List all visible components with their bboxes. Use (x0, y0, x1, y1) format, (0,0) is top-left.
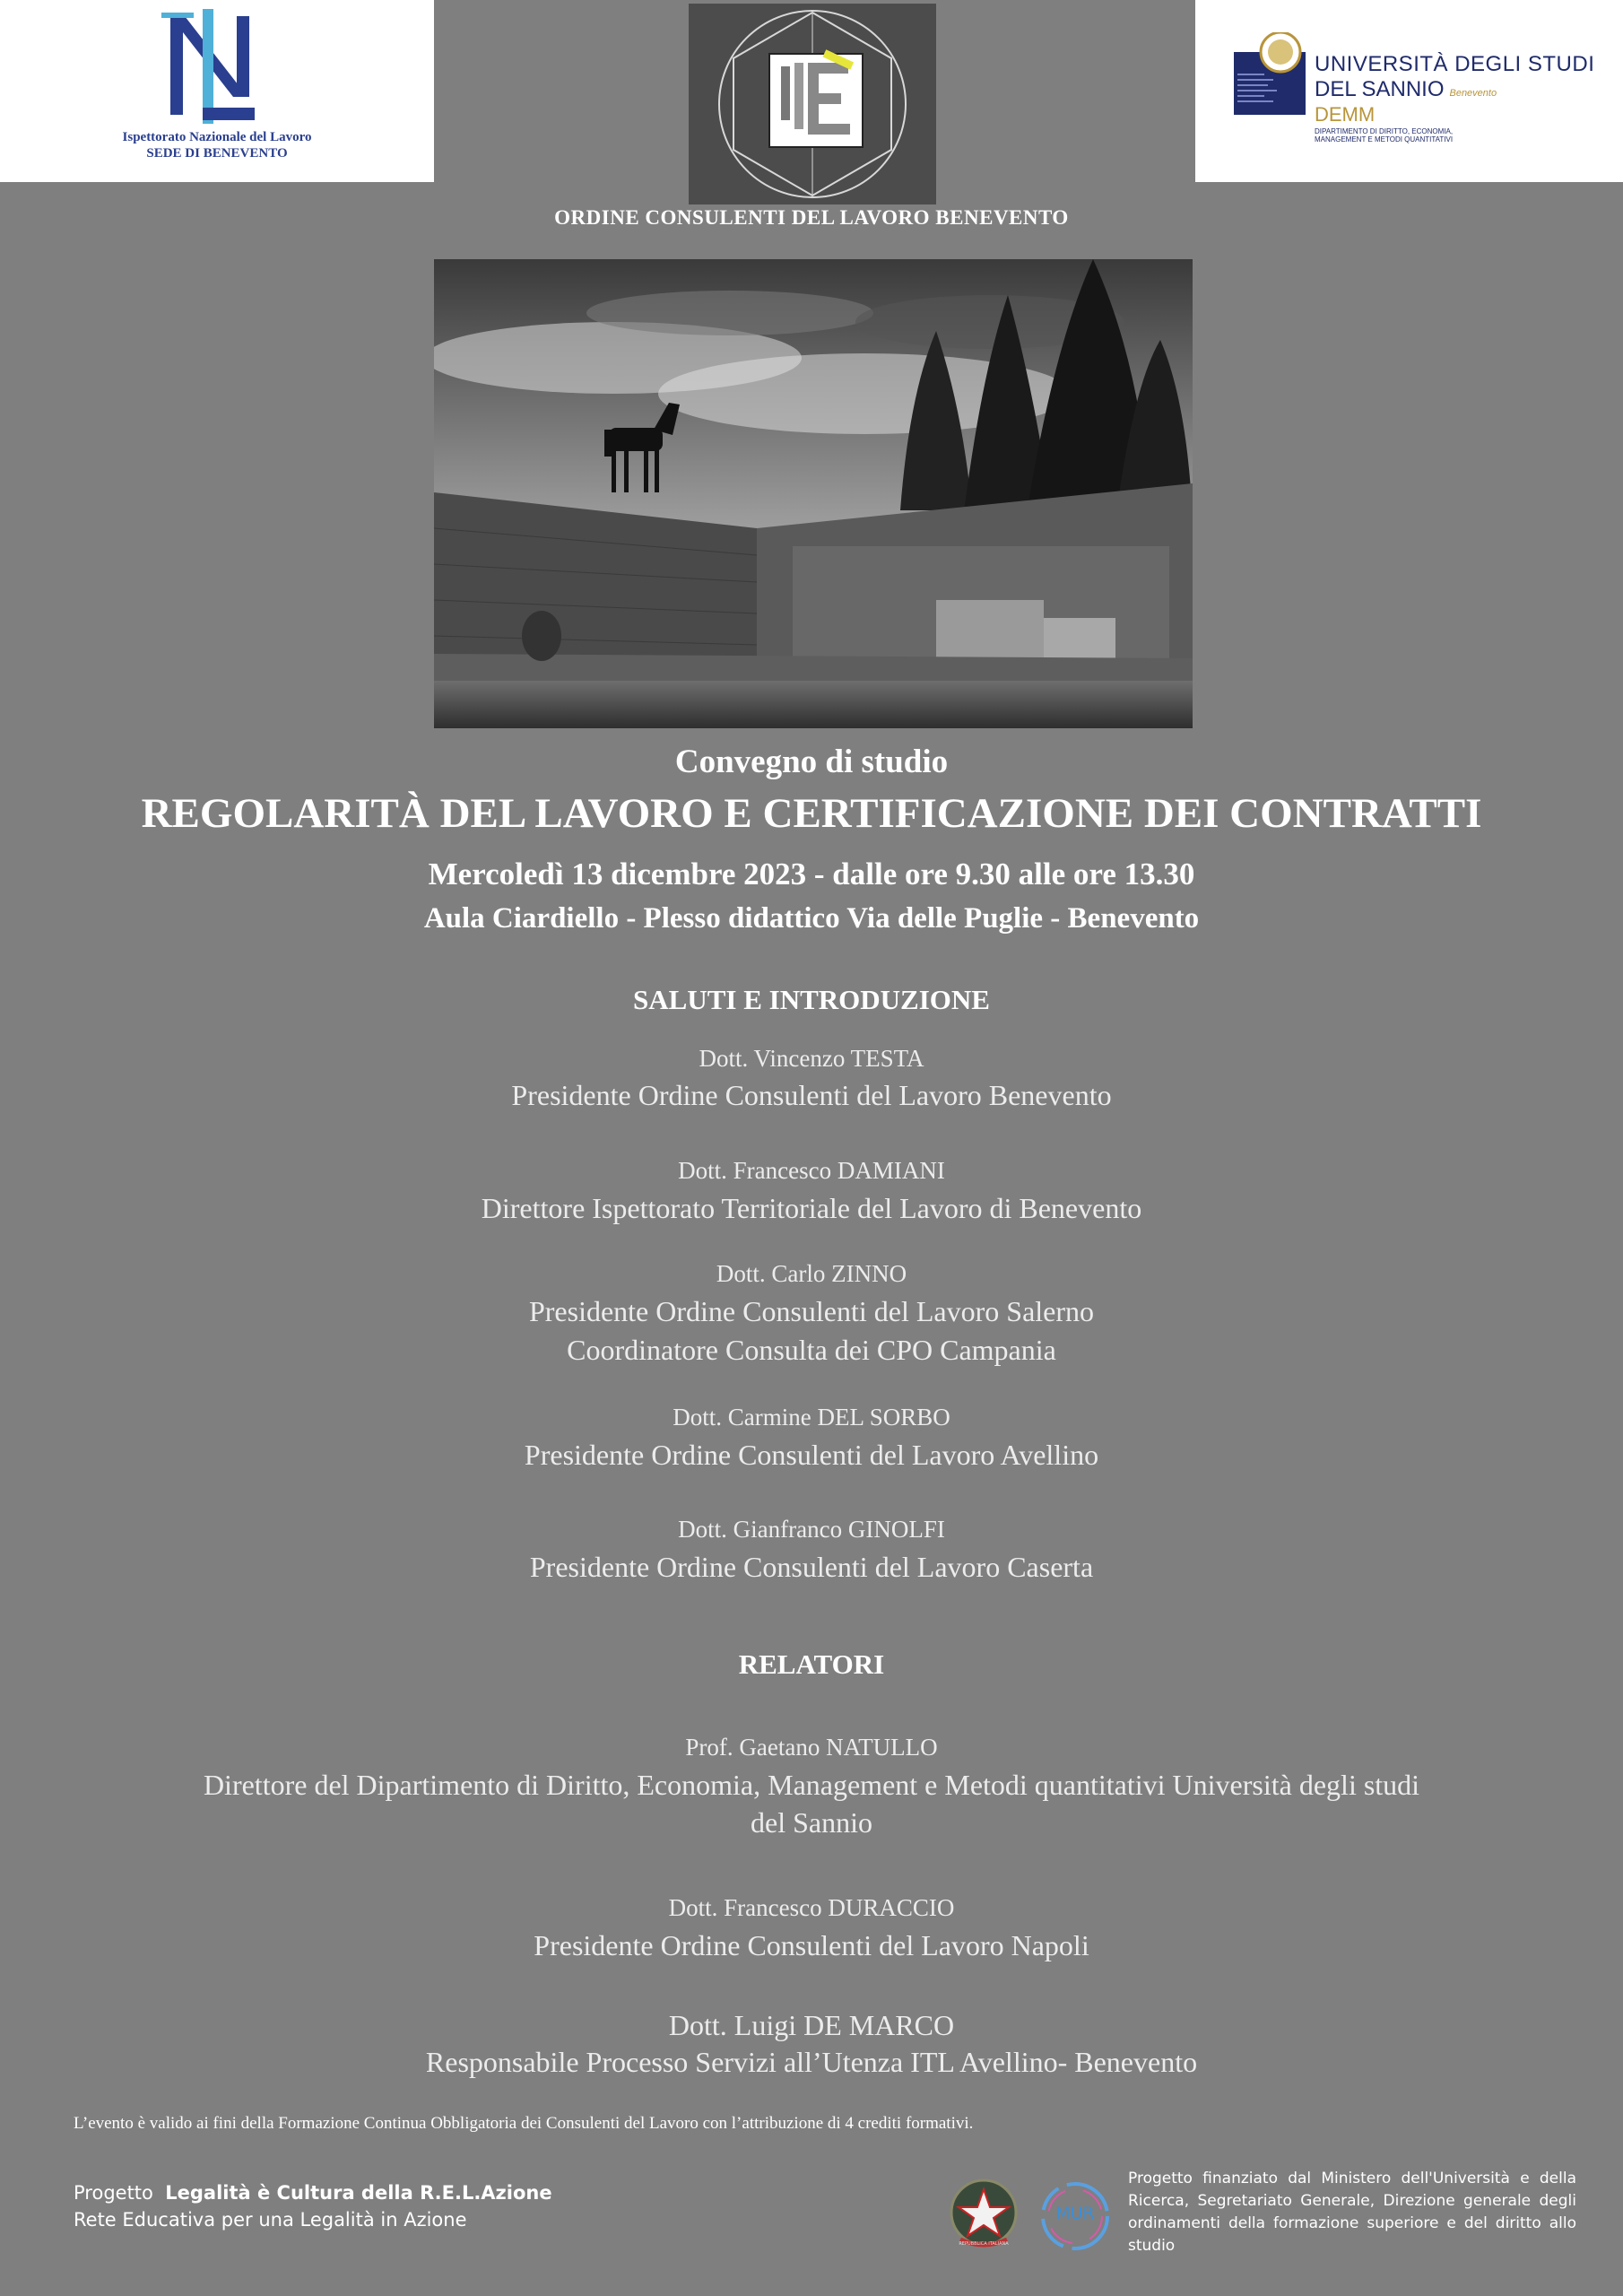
event-label: Convegno di studio (674, 744, 949, 780)
university-crest-icon (1234, 32, 1306, 115)
inl-logo-line2: SEDE DI BENEVENTO (146, 146, 288, 161)
ocl-emblem-icon (689, 4, 936, 204)
speaker-name: Prof. Gaetano NATULLO (685, 1734, 938, 1761)
greeting-speaker-role-2: Coordinatore Consulta dei CPO Campania (567, 1334, 1056, 1366)
greeting-speaker-role: Presidente Ordine Consulenti del Lavoro Salerno (528, 1295, 1095, 1327)
project-title: Progetto Legalità è Cultura della R.E.L.Azione (74, 2182, 552, 2204)
university-name-line1: UNIVERSITÀ DEGLI STUDI (1315, 52, 1595, 76)
greeting-speaker-name: Dott. Vincenzo TESTA (699, 1045, 924, 1072)
department-acronym: DEMM (1315, 103, 1376, 126)
inl-monogram-icon (161, 7, 260, 128)
university-logo (1195, 0, 1623, 182)
horse-sculpture-photo (434, 259, 1193, 728)
university-name-line2: DEL SANNIO Benevento (1315, 77, 1497, 101)
greeting-speaker-name: Dott. Carmine DEL SORBO (673, 1404, 950, 1431)
speaker-role: Direttore del Dipartimento di Diritto, Economia, Management e Metodi quantitativi Università degli studi (203, 1769, 1420, 1801)
emblem-caption: REPUBBLICA ITALIANA (959, 2241, 1009, 2247)
repubblica-italiana-emblem (948, 2177, 1020, 2256)
credits-note: L’evento è valido ai fini della Formazione Continua Obbligatoria dei Consulenti del Lavoro con l’attribuzione di 4 crediti formativi. (74, 2114, 974, 2133)
speaker-role: Presidente Ordine Consulenti del Lavoro Napoli (534, 1929, 1089, 1961)
event-title: REGOLARITÀ DEL LAVORO E CERTIFICAZIONE DEI CONTRATTI (141, 790, 1482, 837)
speaker-role-2: del Sannio (751, 1806, 872, 1839)
inl-logo-line1: Ispettorato Nazionale del Lavoro (122, 130, 312, 144)
greeting-speaker-name: Dott. Carlo ZINNO (716, 1260, 907, 1287)
greetings-heading: SALUTI E INTRODUZIONE (633, 984, 990, 1015)
speakers-heading: RELATORI (738, 1648, 885, 1680)
greeting-speaker-role: Presidente Ordine Consulenti del Lavoro Caserta (529, 1551, 1094, 1583)
greeting-speaker-role: Presidente Ordine Consulenti del Lavoro Benevento (511, 1079, 1112, 1111)
mur-label: MUR (1055, 2204, 1095, 2223)
organizer-name: ORDINE CONSULENTI DEL LAVORO BENEVENTO (554, 206, 1069, 229)
mur-logo (1034, 2177, 1124, 2256)
inl-logo (0, 0, 434, 182)
greeting-speaker-role: Direttore Ispettorato Territoriale del Lavoro di Benevento (481, 1192, 1142, 1224)
funding-note: Progetto finanziato dal Ministero dell'Università e della Ricerca, Segretariato Generale, Direzione generale degli ordinamenti della formazione superiore e del diritto allo studio (1128, 2170, 1576, 2255)
greeting-speaker-name: Dott. Francesco DAMIANI (678, 1157, 945, 1184)
event-date: Mercoledì 13 dicembre 2023 - dalle ore 9.30 alle ore 13.30 (428, 857, 1195, 891)
event-photo (434, 259, 1193, 728)
speaker-role: Responsabile Processo Servizi all’Utenza ITL Avellino- Benevento (425, 2046, 1198, 2078)
greeting-speaker-name: Dott. Gianfranco GINOLFI (678, 1516, 945, 1543)
project-info (74, 2179, 552, 2233)
speaker-name: Dott. Francesco DURACCIO (668, 1894, 955, 1921)
speaker-name: Dott. Luigi DE MARCO (668, 2009, 955, 2041)
project-subtitle: Rete Educativa per una Legalità in Azione (74, 2209, 467, 2231)
event-place: Aula Ciardiello - Plesso didattico Via delle Puglie - Benevento (423, 902, 1200, 935)
ocl-logo (689, 4, 936, 204)
department-full-name: DIPARTIMENTO DI DIRITTO, ECONOMIA, MANAGEMENT E METODI QUANTITATIVI (1315, 127, 1454, 144)
greeting-speaker-role: Presidente Ordine Consulenti del Lavoro Avellino (524, 1439, 1099, 1471)
